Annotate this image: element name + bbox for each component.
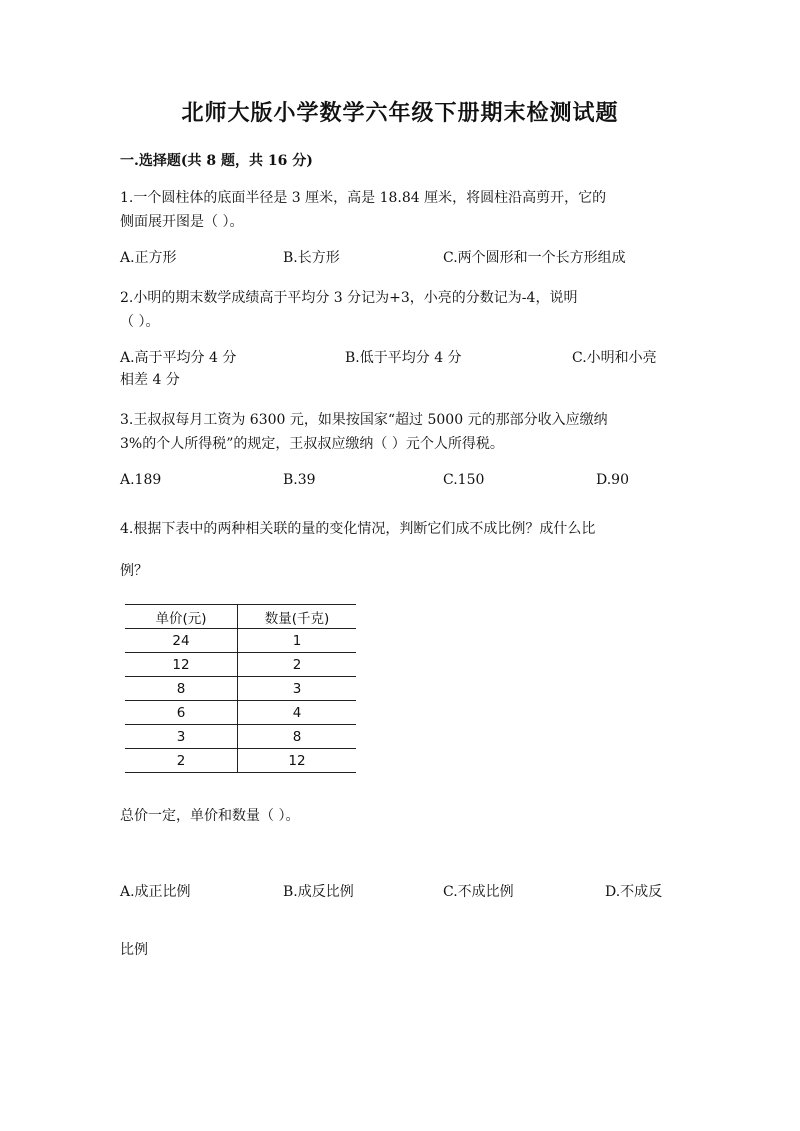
table-cell-price: 2 [125,749,238,773]
q3-option-a: A.189 [120,472,162,488]
table-cell-quantity: 8 [238,725,357,749]
page-title: 北师大版小学数学六年级下册期末检测试题 [181,100,619,126]
table-cell-price: 12 [125,653,238,677]
q1-option-a: A.正方形 [120,250,177,266]
table-row [125,677,356,701]
question-4 [120,508,672,592]
table-row [125,749,356,773]
table-cell-price: 24 [125,629,238,653]
question-2-line-1: 2.小明的期末数学成绩高于平均分 3 分记为+3，小亮的分数记为-4，说明 [120,290,578,306]
table-cell-quantity: 4 [238,701,357,725]
table-row [125,629,356,653]
q3-option-c: C.150 [443,472,485,488]
section-heading: 一.选择题(共 8 题，共 16 分) [120,153,313,169]
price-quantity-table [125,604,356,773]
q2-option-a: A.高于平均分 4 分 [120,350,237,366]
question-4-line-2: 例？ [120,563,148,579]
table-row [125,725,356,749]
question-3-line-2: 3%的个人所得税”的规定，王叔叔应缴纳（ ）元个人所得税。 [120,436,504,452]
table-cell-quantity: 2 [238,653,357,677]
question-1-line-1: 1.一个圆柱体的底面半径是 3 厘米，高是 18.84 厘米，将圆柱沿高剪开，它的 [120,190,607,206]
table-cell-price: 8 [125,677,238,701]
q4-option-a: A.成正比例 [120,884,191,900]
table-header-quantity: 数量(千克) [238,605,357,629]
question-4-prompt: 总价一定，单价和数量（ ）。 [120,808,300,824]
q4-option-d: D.不成反 [605,884,663,900]
table-cell-price: 6 [125,701,238,725]
q3-option-d: D.90 [596,472,629,488]
question-1 [120,186,672,234]
q4-option-b: B.成反比例 [283,884,354,900]
table-header-row [125,605,356,629]
question-2 [120,286,672,334]
question-1-line-2: 侧面展开图是（ ）。 [120,214,244,230]
question-3 [120,408,672,456]
table-cell-quantity: 3 [238,677,357,701]
q3-option-b: B.39 [283,472,316,488]
q2-option-c-continued: 相差 4 分 [120,372,180,388]
question-3-line-1: 3.王叔叔每月工资为 6300 元，如果按国家“超过 5000 元的那部分收入应缴纳 [120,412,608,428]
table-cell-price: 3 [125,725,238,749]
table-row [125,701,356,725]
q2-option-c: C.小明和小亮 [572,350,657,366]
table-cell-quantity: 12 [238,749,357,773]
q4-option-c: C.不成比例 [443,884,514,900]
q1-option-b: B.长方形 [283,250,340,266]
table-row [125,653,356,677]
question-4-line-1: 4.根据下表中的两种相关联的量的变化情况，判断它们成不成比例？成什么比 [120,521,596,537]
q2-option-b: B.低于平均分 4 分 [345,350,462,366]
question-2-line-2: （ ）。 [120,314,160,330]
q4-option-d-continued: 比例 [120,942,148,958]
table-header-unit-price: 单价(元) [125,605,238,629]
table-cell-quantity: 1 [238,629,357,653]
q1-option-c: C.两个圆形和一个长方形组成 [443,250,626,266]
